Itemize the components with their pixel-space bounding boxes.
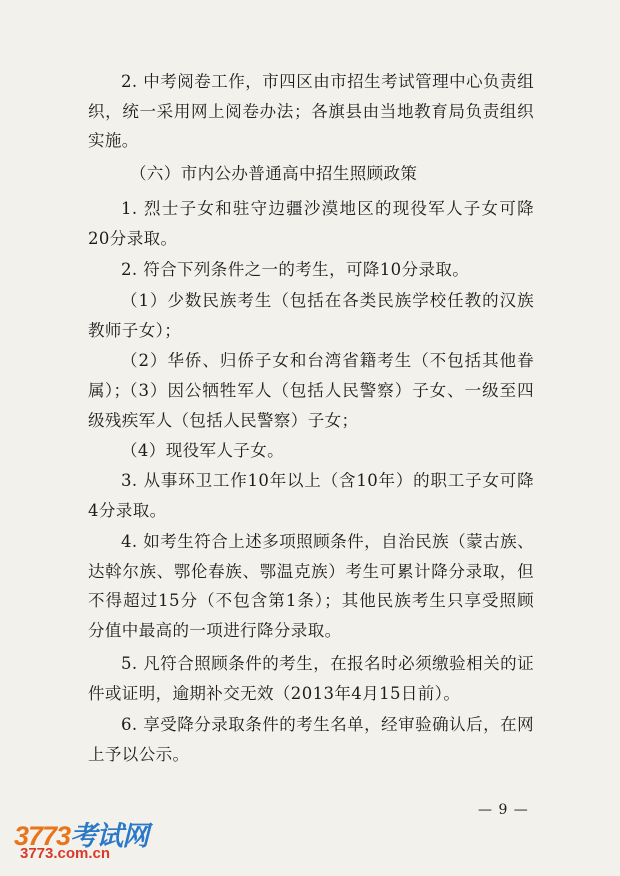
paragraph-item-2: 2. 符合下列条件之一的考生，可降10分录取。 — [121, 260, 470, 279]
paragraph-item-6: 6. 享受降分录取条件的考生名单，经审验确认后，在网上予以公示。 — [88, 715, 534, 764]
paragraph-item-1: 1. 烈士子女和驻守边疆沙漠地区的现役军人子女可降20分录取。 — [88, 199, 534, 248]
paragraph-2-grading: 2. 中考阅卷工作，市四区由市招生考试管理中心负责组织，统一采用网上阅卷办法；各旗县由当地教育局负责组织实施。 — [88, 72, 534, 150]
section-heading-6: （六）市内公办普通高中招生照顾政策 — [130, 164, 418, 183]
paragraph-item-3: 3. 从事环卫工作10年以上（含10年）的职工子女可降4分录取。 — [88, 471, 534, 520]
watermark-logo-digits: 3773 — [14, 821, 71, 851]
paragraph-item-5: 5. 凡符合照顾条件的考生，在报名时必须缴验相关的证件或证明，逾期补交无效（2013年4月15日前）。 — [88, 654, 534, 703]
watermark-url: 3773.com.cn — [20, 845, 111, 862]
paragraph-sub-2: （2）华侨、归侨子女和台湾省籍考生（不包括其他眷属）； — [88, 351, 534, 400]
site-watermark — [14, 814, 184, 872]
watermark-logo-cn: 考试网 — [70, 821, 149, 851]
page-number: — 9 — — [478, 802, 529, 818]
paragraph-sub-3: （3）因公牺牲军人（包括人民警察）子女、一级至四级残疾军人（包括人民警察）子女； — [88, 381, 534, 430]
paragraph-sub-4: （4）现役军人子女。 — [121, 441, 284, 460]
paragraph-sub-1: （1）少数民族考生（包括在各类民族学校任教的汉族教师子女）； — [88, 291, 534, 340]
paragraph-item-4: 4. 如考生符合上述多项照顾条件，自治民族（蒙古族、达斡尔族、鄂伦春族、鄂温克族）考生可累计降分录取，但不得超过15分（不包含第1条）；其他民族考生只享受照顾分值中最高的一项进行降分录取。 — [88, 532, 534, 640]
